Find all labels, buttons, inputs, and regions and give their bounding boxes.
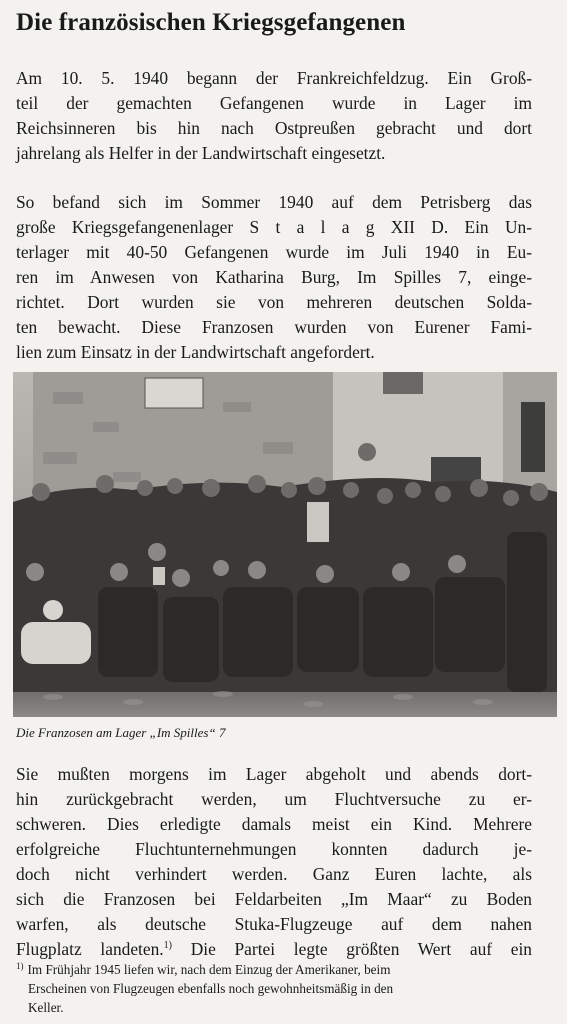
- paragraph-line: richtet. Dort wurden sie von mehreren deutschen Solda-: [16, 292, 532, 312]
- footnote-marker: 1): [16, 960, 24, 971]
- paragraph-line: So befand sich im Sommer 1940 auf dem Petrisberg das: [16, 192, 532, 212]
- paragraph-line: ren im Anwesen von Katharina Burg, Im Spilles 7, einge-: [16, 267, 532, 287]
- footnote: [16, 960, 516, 1017]
- text-segment: Die Partei legte größten Wert auf ein: [172, 939, 533, 959]
- text-segment: Flugplatz landeten.: [16, 939, 164, 959]
- paragraph-line: jahrelang als Helfer in der Landwirtschaft eingesetzt.: [16, 143, 386, 163]
- footnote-line: [16, 960, 516, 979]
- footnote-line: Keller.: [28, 1000, 64, 1015]
- paragraph-line: warfen, als deutsche Stuka-Flugzeuge auf dem nahen: [16, 914, 532, 934]
- paragraph-line: ten bewacht. Diese Franzosen wurden von Eurener Fami-: [16, 317, 532, 337]
- paragraph-line: doch nicht verhindert werden. Ganz Euren lachte, als: [16, 864, 532, 884]
- footnote-text: Im Frühjahr 1945 liefen wir, nach dem Einzug der Amerikaner, beim: [27, 962, 391, 977]
- paragraph-line: Sie mußten morgens im Lager abgeholt und abends dort-: [16, 764, 532, 784]
- paragraph-line: lien zum Einsatz in der Landwirtschaft angefordert.: [16, 342, 375, 362]
- paragraph-line: Reichsinneren bis hin nach Ostpreußen gebracht und dort: [16, 118, 532, 138]
- page-title: Die französischen Kriegsgefangenen: [16, 9, 406, 36]
- paragraph-line: schweren. Dies erledigte damals meist ein Kind. Mehrere: [16, 814, 532, 834]
- paragraph-line: große Kriegsgefangenenlager S t a l a g XII D. Ein Un-: [16, 217, 532, 237]
- paragraph-line: sich die Franzosen bei Feldarbeiten „Im Maar“ zu Boden: [16, 889, 532, 909]
- paragraph-line: erfolgreiche Fluchtunternehmungen konnten dadurch je-: [16, 839, 532, 859]
- paragraph-2: [16, 190, 532, 365]
- paragraph-line-last: [16, 937, 532, 962]
- paragraph-3: [16, 762, 532, 962]
- paragraph-1: [16, 66, 532, 166]
- footnote-line: Erscheinen von Flugzeugen ebenfalls noch gewohnheitsmäßig in den: [28, 981, 394, 996]
- paragraph-line: Am 10. 5. 1940 begann der Frankreichfeldzug. Ein Groß-: [16, 68, 532, 88]
- photo-caption: Die Franzosen am Lager „Im Spilles“ 7: [16, 725, 226, 740]
- footnote-reference: 1): [163, 940, 172, 952]
- paragraph-line: terlager mit 40-50 Gefangenen wurde im Juli 1940 in Eu-: [16, 242, 532, 262]
- photo-illustration: [13, 372, 557, 717]
- paragraph-line: hin zurückgebracht werden, um Fluchtversuche zu er-: [16, 789, 532, 809]
- group-photo-prisoners: [13, 372, 557, 717]
- paragraph-line: teil der gemachten Gefangenen wurde in Lager im: [16, 93, 532, 113]
